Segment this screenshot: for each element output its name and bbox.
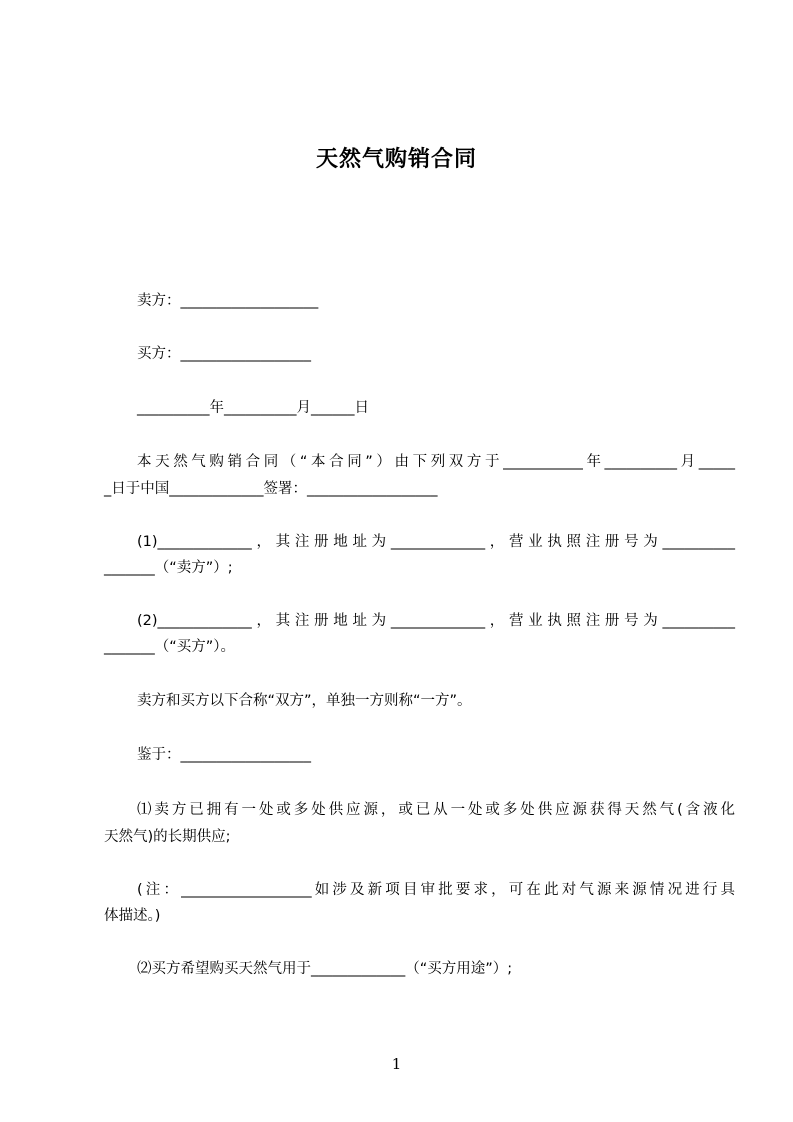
note-line-1: (注：__________________如涉及新项目审批要求，可在此对气源来源情况进行具 bbox=[137, 882, 735, 898]
parties-definition: 卖方和买方以下合称“双方”，单独一方则称“一方”。 bbox=[137, 693, 472, 709]
party-1-line-1: (1)_____________，其注册地址为_____________，营业执照注册号为__________ bbox=[137, 534, 735, 550]
note-line-2: 体描述。) bbox=[104, 908, 161, 924]
party-2-line-2: _______（“买方”）。 bbox=[104, 639, 236, 655]
recital-1-line-2: 天然气)的长期供应; bbox=[104, 829, 231, 845]
document-title: 天然气购销合同 bbox=[315, 147, 477, 172]
buyer-line: 买方：__________________ bbox=[137, 346, 311, 362]
recital-1-line-1: ⑴卖方已拥有一处或多处供应源，或已从一处或多处供应源获得天然气(含液化 bbox=[137, 802, 735, 818]
party-2-line-1: (2)_____________，其注册地址为_____________，营业执照注册号为__________ bbox=[137, 613, 735, 629]
contract-intro-line-1: 本天然气购销合同（“本合同”）由下列双方于___________年__________月_____ bbox=[137, 454, 735, 470]
page-number: 1 bbox=[391, 1055, 402, 1073]
date-line: __________年__________月______日 bbox=[137, 400, 369, 416]
whereas-line: 鉴于：__________________ bbox=[137, 747, 311, 763]
recital-2-line: ⑵买方希望购买天然气用于_____________（“买方用途”）; bbox=[137, 961, 513, 977]
contract-intro-line-2: _日于中国_____________签署：__________________ bbox=[104, 481, 438, 497]
seller-line: 卖方：___________________ bbox=[137, 293, 319, 309]
party-1-line-2: _______（“卖方”）; bbox=[104, 560, 233, 576]
